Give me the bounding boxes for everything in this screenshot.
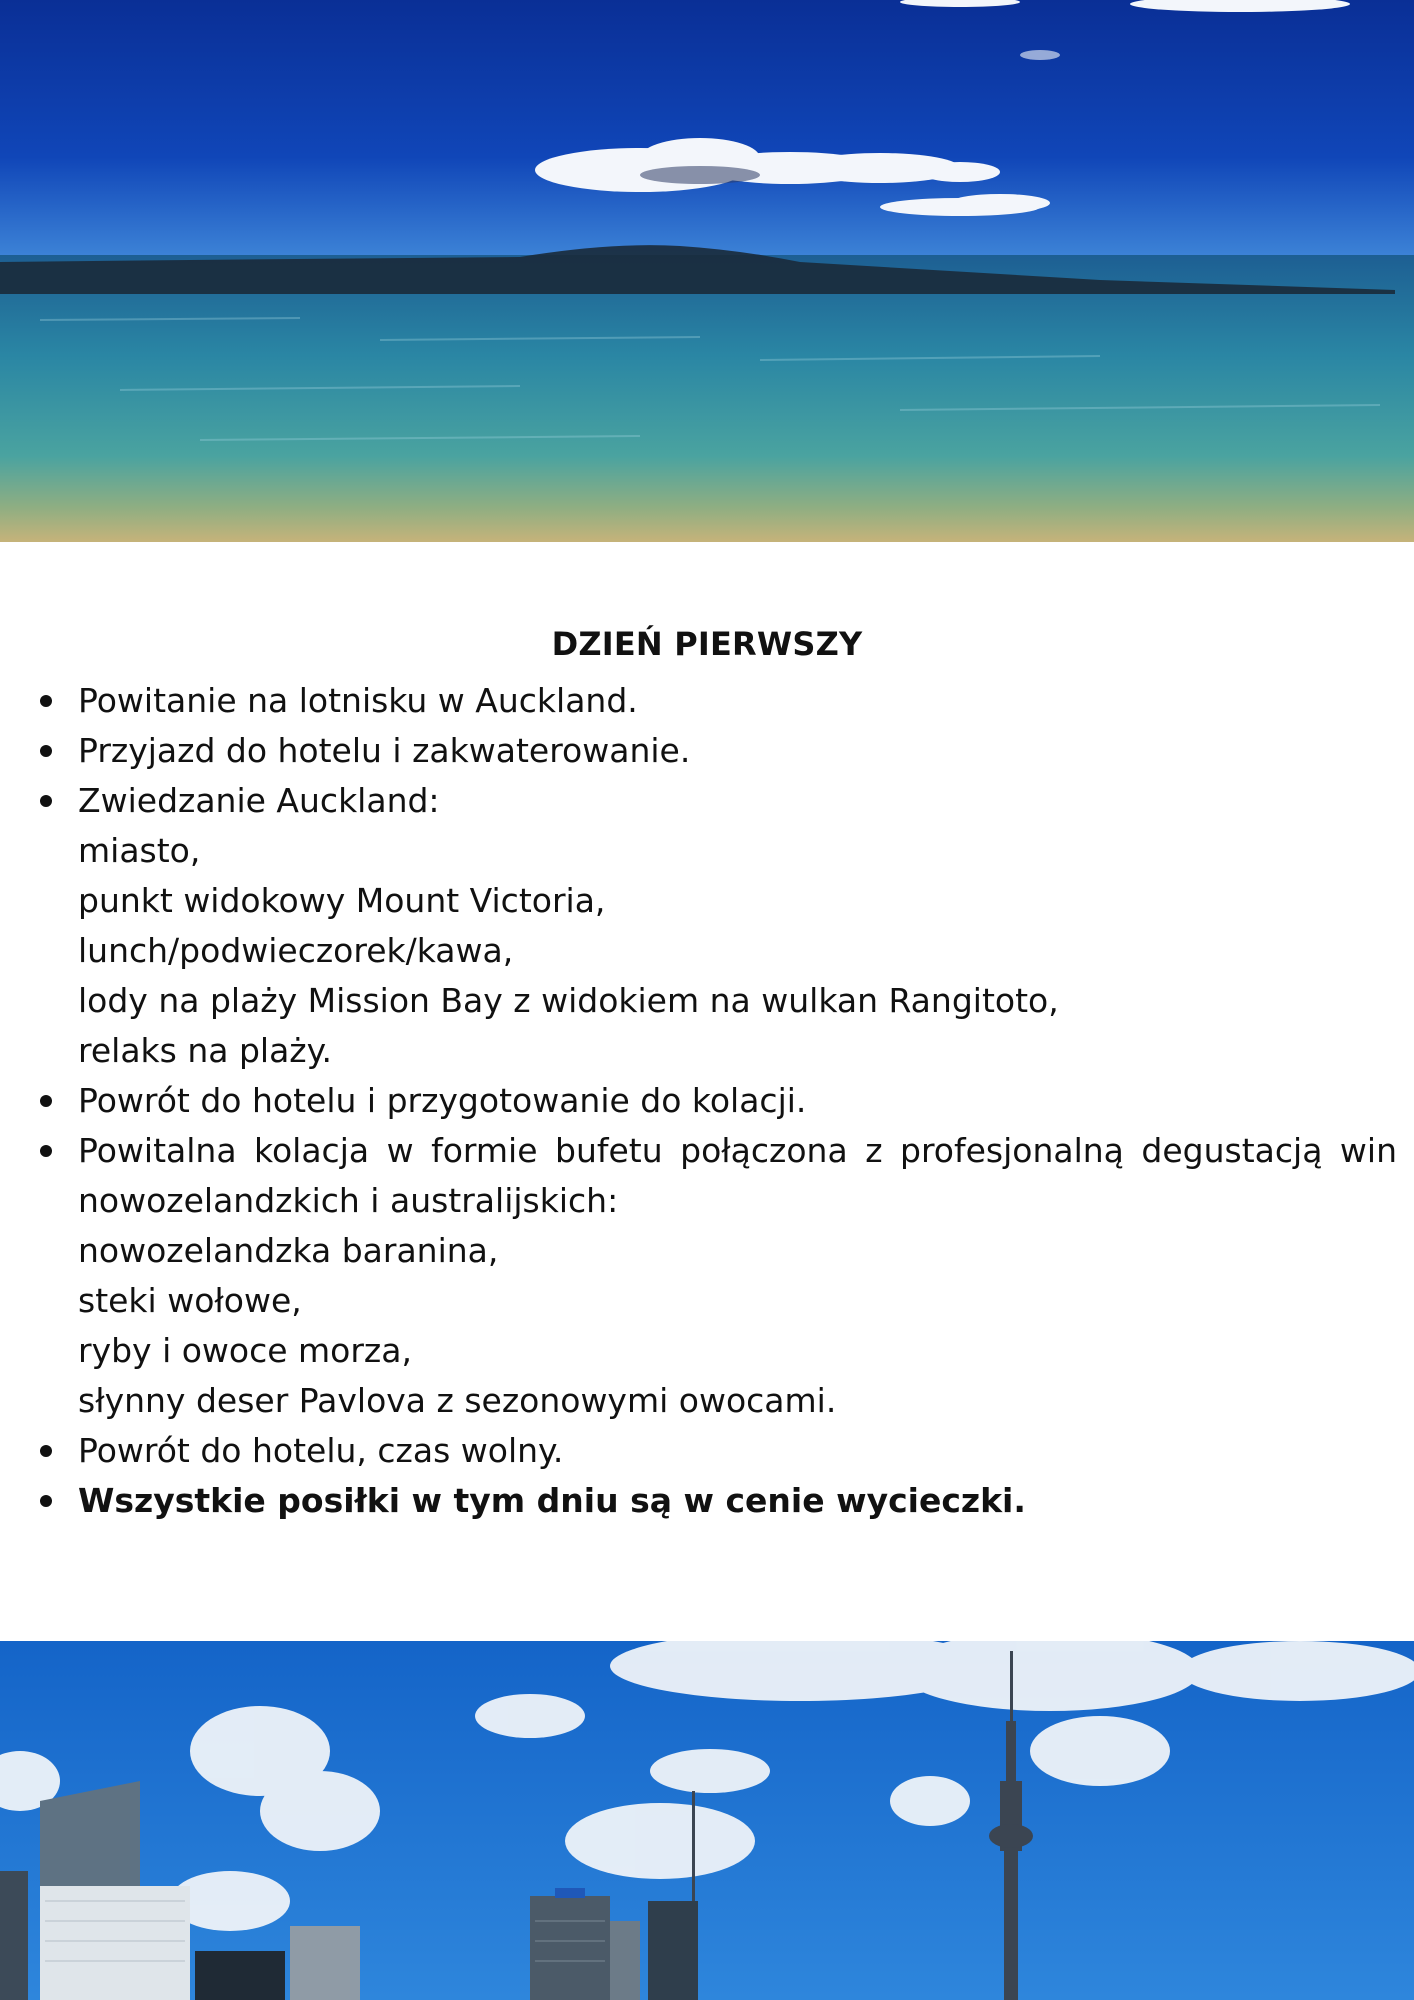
- item-text: Zwiedzanie Auckland:: [78, 781, 440, 820]
- bullet-icon: [40, 745, 52, 757]
- item-text: Powitanie na lotnisku w Auckland.: [78, 681, 638, 720]
- sub-item-text: ryby i owoce morza,: [78, 1331, 412, 1370]
- list-item: [0, 676, 1414, 726]
- bullet-icon: [40, 1495, 52, 1507]
- item-text: Powrót do hotelu, czas wolny.: [78, 1431, 564, 1470]
- list-item: [0, 776, 1414, 1076]
- item-text: Powrót do hotelu i przygotowanie do kolacji.: [78, 1081, 807, 1120]
- bullet-icon: [40, 1445, 52, 1457]
- sea-island-image: [0, 0, 1414, 542]
- list-item: [0, 1126, 1414, 1426]
- sub-item-text: lody na plaży Mission Bay z widokiem na wulkan Rangitoto,: [78, 981, 1059, 1020]
- bullet-icon: [40, 695, 52, 707]
- city-skyline-image: [0, 1641, 1414, 2000]
- sub-item-text: słynny deser Pavlova z sezonowymi owocami.: [78, 1381, 837, 1420]
- sub-item-text: lunch/podwieczorek/kawa,: [78, 931, 514, 970]
- list-item: [0, 1426, 1414, 1476]
- list-item: [0, 1076, 1414, 1126]
- city-photo: [0, 1641, 1414, 2000]
- item-text: Powitalna kolacja w formie bufetu połączona z profesjonalną degustacją win nowozelandzkich i australijskich:: [78, 1131, 1397, 1220]
- sub-item-text: nowozelandzka baranina,: [78, 1231, 499, 1270]
- bullet-icon: [40, 795, 52, 807]
- sea-photo: [0, 0, 1414, 542]
- bullet-icon: [40, 1095, 52, 1107]
- day-title: DZIEŃ PIERWSZY: [551, 625, 863, 663]
- bullet-icon: [40, 1145, 52, 1157]
- itinerary-section: [0, 612, 1414, 1526]
- list-item: [0, 1476, 1414, 1526]
- list-item: [0, 726, 1414, 776]
- item-text: Przyjazd do hotelu i zakwaterowanie.: [78, 731, 691, 770]
- itinerary-list: [0, 676, 1414, 1526]
- sub-item-text: miasto,: [78, 831, 201, 870]
- sub-item-text: punkt widokowy Mount Victoria,: [78, 881, 606, 920]
- sub-item-text: relaks na plaży.: [78, 1031, 332, 1070]
- meals-included-note: Wszystkie posiłki w tym dniu są w cenie wycieczki.: [78, 1481, 1026, 1520]
- sub-item-text: steki wołowe,: [78, 1281, 302, 1320]
